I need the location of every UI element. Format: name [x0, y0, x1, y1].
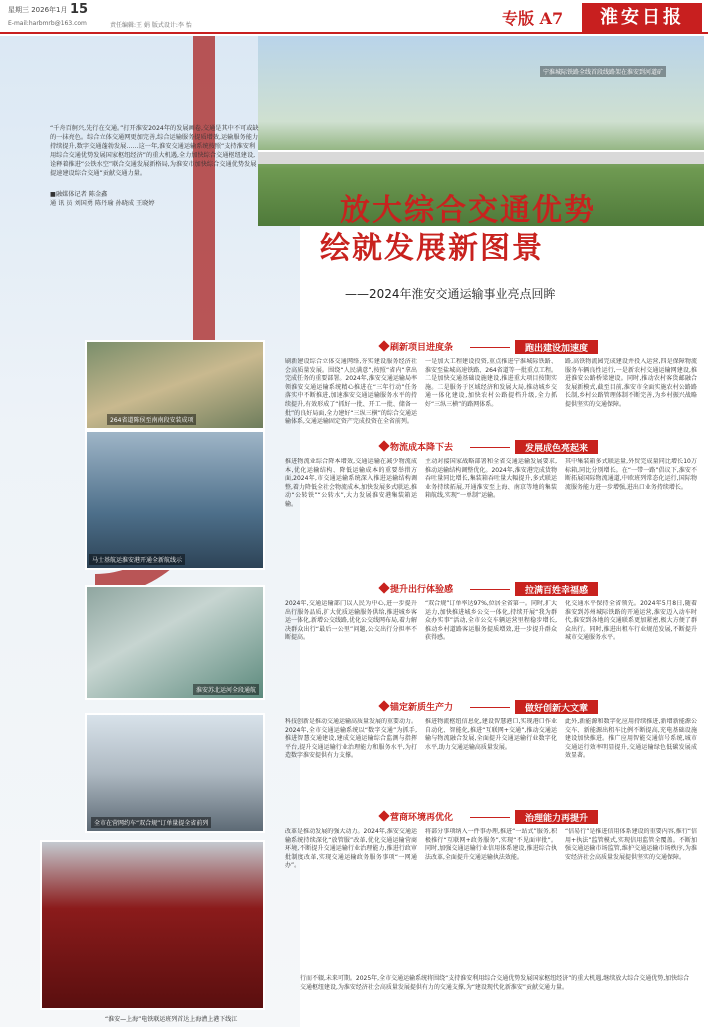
- section-header: [390, 700, 680, 714]
- section-column-text: 改革是推动发展的强大动力。2024年,淮安交通运输系统持续深化“放管服”改革,优化交通运输营商环境,不断提升交通运输行业治理能力,推进行政审批制度改革,实现交通运输政务服务事项“一网通办”。: [285, 828, 417, 870]
- section-label: 营商环境再优化: [390, 813, 454, 823]
- photo-port-crane: [85, 430, 265, 570]
- section-label: 专版 A7: [502, 9, 564, 28]
- closing-paragraph: 行而不辍,未来可期。2025年,全市交通运输系统将围绕“支持淮安利用综合交通优势发展国家枢纽经济”的重大机遇,继续放大综合交通优势,加快综合交通枢纽建设,为淮安经济社会高质量发展提供有力的交通支撑,为“建设现代化新淮安”贡献交通力量。: [300, 975, 690, 991]
- section-diamond-icon: [378, 340, 389, 351]
- section-column-text: 推进物流业综合降本增效,交通运输在减少物流成本,优化运输结构、降低运输成本的重要举措方面,2024年,市交通运输系统深入推进运输结构调整,着力降低全社会物流成本,加快发展多式联运,推动“公转铁”“公转水”,大力发展淮安港集装箱运输。: [285, 458, 417, 508]
- page-number: 15: [70, 2, 89, 17]
- masthead-logo: 淮安日报: [582, 3, 702, 33]
- photo-freight-train: [40, 840, 265, 1010]
- bottom-photo-caption: “淮安—上海”电铁联运班列首达上海漕上港下线江: [105, 1016, 238, 1023]
- photo-road-construction: [85, 340, 265, 430]
- section-header: [390, 810, 680, 824]
- section-label: 锚定新质生产力: [390, 703, 454, 713]
- byline: [50, 190, 155, 208]
- top-photo-caption: 宁淮城际铁路全线首段线路架在淮安到河道矿: [540, 66, 666, 77]
- section-column-text: 其中集装箱多式联运量,外贸完成量同比增长10万标箱,同比分别增长。在“一带一路”倡议下,淮安不断拓展国际物流通道,中欧班列常态化运行,国际物流服务能力进一步增强,进出口业务持续增长。: [565, 458, 697, 491]
- subheadline: ——2024年淮安交通运输事业亮点回眸: [345, 287, 556, 301]
- byline-reporter: ■融媒体记者 陈金鑫: [50, 191, 108, 198]
- section-column-text: 路,高铁物流园完成建设并投入运营,四是保障物流服务车辆良性运行,一是新农村交通运输网建设,推进淮安公路桥梁建设。同时,推动农村客货邮融合发展新模式,截至目前,淮安市全面实施农村公路路长制,乡村公路管理体制不断完善,为乡村振兴战略提供坚实的交通保障。: [565, 358, 697, 408]
- section-label: 物流成本降下去: [390, 443, 454, 453]
- photo-caption: 淮安苏北运河全段通航: [193, 684, 259, 695]
- section-column-text: 将部分事项纳入一件事办理,推进“一站式”服务,积极推行“互联网+政务服务”,实现“不见面审批”。同时,加强交通运输行业信用体系建设,推进综合执法改革,全面提升交通运输执法效能。: [425, 828, 557, 861]
- section-column-text: 刷新建设综合立体交通网络,夯实建设服务经济社会高质量发展。围绕“人民满意”,按照“省内“拿出完成任务的重要部署。2024年,淮安交通运输局率领淮安交通运输系统精心推进在“三年行动”任务落实中不断推进,加速淮安交通运输服务水平的持续提升,有效形成了“抓好一批、开工一批、储备一批”的良好局面,全力建好“三纵三横”的综合交通运输体系,交通运输固定资产完成投资在全省前列。: [285, 358, 417, 426]
- section-tag: 拉满百姓幸福感: [515, 582, 598, 596]
- intro-text: “千舟百舸兴,先行在交通。”打开淮安2024年的发展画卷,交通是其中不可或缺的一抹亮色。综合立体交通网更加完善,综合运输服务提质增效,运输服务能力持续提升,数字交通蓬勃发展……这一年,淮安交通运输系统按照“支持淮安利用综合交通优势发展国家枢纽经济”的重大机遇,全力加快综合交通枢纽建设,诠释着推进“公铁水空”联合交通发展新格局,为淮安市加快综合交通优势发展提速建设综合交通”贡献交通力量。: [50, 125, 259, 177]
- section-header: [390, 440, 680, 454]
- section-label: 提升出行体验感: [390, 585, 454, 595]
- date-line: 星期三 2026年1月: [8, 6, 68, 14]
- section-column-text: 此外,新能源和数字化应用持续推进,新增新能源公交车、新能源出租车比例不断提高,充电基础设施建设加快推进。推广应用智能交通信号系统,城市交通运行效率明显提升,交通运输绿色低碳发展成效显著。: [565, 718, 697, 760]
- photo-caption: 全市在营网约车“双合规”订单量提全省前列: [91, 817, 211, 828]
- section-label: 刷新项目进度条: [390, 343, 454, 353]
- section-tag: 治理能力再提升: [515, 810, 598, 824]
- photo-caption: 马士基航运淮安港开通全新航线示: [89, 554, 185, 565]
- headline-line2: 绘就发展新图景: [320, 231, 544, 266]
- section-rule: [470, 347, 510, 348]
- top-photo-bridge: [258, 150, 704, 164]
- section-column-text: 化交通水平保持全省领先。2024年5月8日,随着淮安到苏州城际铁路的开通运营,淮安迈入动车时代,淮安到各地的交通联系更加紧密,极大方便了群众出行。同时,推进出租车行业规范发展,不断提升城市交通服务水平。: [565, 600, 697, 642]
- section-column-text: 一是加大工程建设投资,重点推进宁淮城际铁路、淮安至盐城高速铁路、264省道等一批重点工程。二是加快交通基础设施建设,推进重大项目按期实施。二是服务于区域经济和发展大局,推动城乡交通一体化建设,加快农村公路提档升级,全力抓好“三纵三横”的路网体系。: [425, 358, 557, 408]
- section-tag: 做好创新大文章: [515, 700, 598, 714]
- section-column-text: 科技创新是推动交通运输高质量发展的重要动力。2024年,全市交通运输系统以“数字交通”为抓手,推进智慧交通建设,建成交通运输综合监测与指挥平台,提升交通运输行业治理能力和服务水平,为打造数字淮安提供有力支撑。: [285, 718, 417, 760]
- headline-line1: 放大综合交通优势: [340, 193, 596, 228]
- section-header: [390, 582, 680, 596]
- section-diamond-icon: [378, 700, 389, 711]
- section-column-text: “信易行”是推进信用体系建设的重要内容,推行“信用+执法”监管模式,实现信用监管全覆盖。不断加强交通运输市场监管,维护交通运输市场秩序,为淮安经济社会高质量发展提供坚实的交通保障。: [565, 828, 697, 861]
- photo-caption: 264省道陈侯至南南段安装成项: [107, 414, 196, 425]
- section-rule: [470, 589, 510, 590]
- headline: [320, 192, 680, 268]
- photo-canal: [85, 585, 265, 700]
- section-column-text: 主动对接国家战略部署和全省交通运输发展要求,推动运输结构调整优化。2024年,淮安港完成货物吞吐量同比增长,集装箱吞吐量大幅提升,多式联运业务持续拓展,开通淮安至上海、南京等地的集装箱航线,实现“一单制”运输。: [425, 458, 557, 500]
- photo-cars-city: [85, 713, 265, 833]
- byline-correspondents: 通 讯 员 刘国勇 陈丹瑜 孙晓成 王晓婷: [50, 200, 155, 207]
- section-tag: 跑出建设加速度: [515, 340, 598, 354]
- section-column-text: “双合规”订单率达97%,位居全省第一。同时,扩大运力,加快推进城乡公交一体化,持续开展“我为群众办实事”活动,全市公交车辆运营里程稳步增长,推动乡村道路客运服务提质增效,进一步提升群众获得感。: [425, 600, 557, 642]
- section-tag: 发展成色亮起来: [515, 440, 598, 454]
- section-rule: [470, 707, 510, 708]
- section-column-text: 2024年,交通运输部门以人民为中心,进一步提升出行服务品质,扩大优质运输服务供给,推进城乡客运一体化,新增公交线路,优化公交线网布局,着力解决群众出行“最后一公里”问题,公交出行分担率不断提高。: [285, 600, 417, 642]
- section-diamond-icon: [378, 582, 389, 593]
- section-header: [390, 340, 680, 354]
- email-line: E-mail:harbmrb@163.com: [8, 20, 87, 27]
- editors-line: 责任编辑:王 娟 版式设计:李 怡: [110, 22, 192, 29]
- section-rule: [470, 447, 510, 448]
- section-column-text: 推进物流枢纽信息化,建设智慧港口,实现港口作业自动化、智能化,推进“互联网+交通”,推动交通运输与物流融合发展,全面提升交通运输行业数字化水平,助力交通运输高质量发展。: [425, 718, 557, 751]
- section-rule: [470, 817, 510, 818]
